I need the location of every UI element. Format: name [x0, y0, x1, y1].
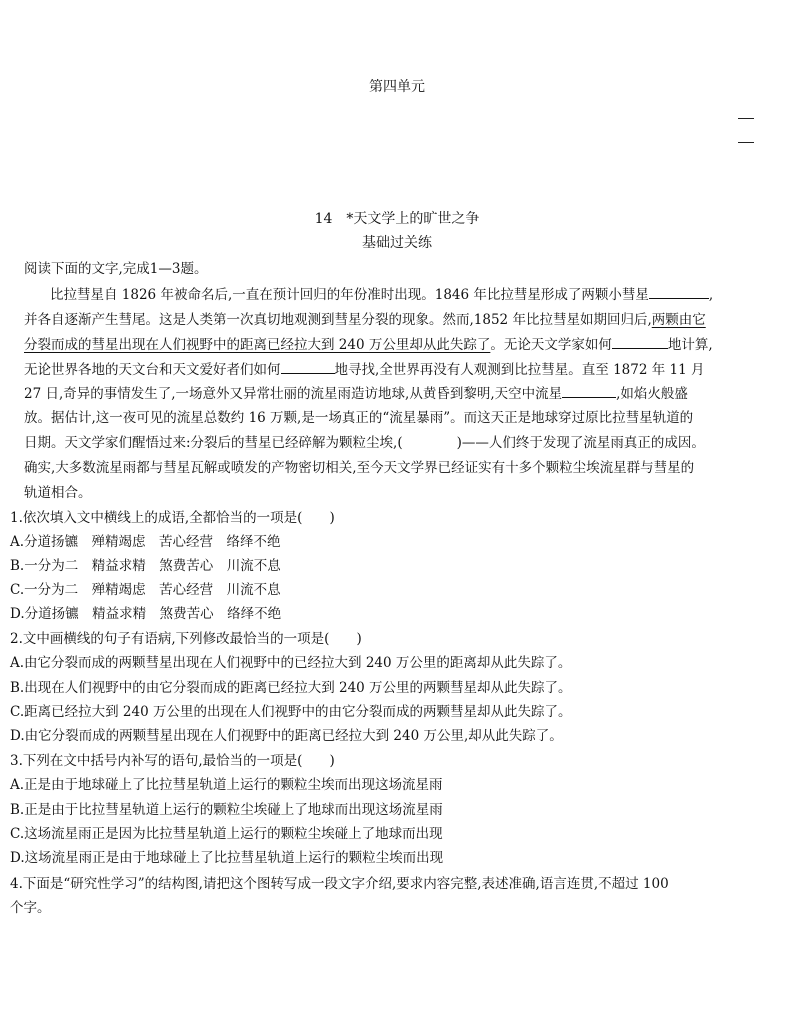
passage-line: 并各自逐渐产生彗尾。这是人类第一次真切地观测到彗星分裂的现象。然而,1852 年比拉彗星如期回归后,两颗由它: [24, 312, 706, 328]
blank-2[interactable]: [612, 335, 668, 349]
question-4-stem-cont: 个字。: [10, 900, 51, 916]
question-3-option-a[interactable]: A.正是由于地球碰上了比拉彗星轨道上运行的颗粒尘埃而出现这场流星雨: [10, 777, 443, 793]
passage-line: 27 日,奇异的事情发生了,一场意外又异常壮丽的流星雨造访地球,从黄昏到黎明,天空中流星 ,如焰火般盛: [24, 386, 688, 402]
blank-3[interactable]: [281, 360, 335, 374]
question-2-option-c[interactable]: C.距离已经拉大到 240 万公里的出现在人们视野中的由它分裂而成的两颗彗星却从此失踪了。: [10, 704, 572, 720]
passage-line: 轨道相合。: [24, 485, 92, 501]
section-title: 基础过关练: [362, 235, 432, 251]
question-1-option-c[interactable]: C.一分为二 殚精竭虑 苦心经营 川流不息: [10, 582, 281, 598]
question-1-option-d[interactable]: D.分道扬镳 精益求精 煞费苦心 络绎不绝: [10, 606, 282, 622]
passage-line: 无论世界各地的天文台和天文爱好者们如何 地寻找,全世界再没有人观测到比拉彗星。直至 1872 年 11 月: [24, 362, 705, 378]
passage-line: 比拉彗星自 1826 年被命名后,一直在预计回归的年份准时出现。1846 年比拉彗星形成了两颗小彗星 ,: [50, 287, 714, 303]
passage-line: 分裂而成的彗星出现在人们视野中的距离已经拉大到 240 万公里却从此失踪了。无论天文学家如何 地计算,: [24, 337, 713, 353]
passage-line: 放。据估计,这一夜可见的流星总数约 16 万颗,是一场真正的“流星暴雨”。而这天正是地球穿过原比拉彗星轨道的: [24, 410, 694, 426]
passage-line: 确实,大多数流星雨都与彗星瓦解或喷发的产物密切相关,至今天文学界已经证实有十多个颗粒尘埃流星群与彗星的: [24, 460, 695, 476]
question-3-stem: 3.下列在文中括号内补写的语句,最恰当的一项是( ): [10, 753, 335, 769]
unit-title: 第四单元: [369, 79, 425, 95]
margin-dash: [738, 118, 754, 119]
question-2-option-d[interactable]: D.由它分裂而成的两颗彗星出现在人们视野中的距离已经拉大到 240 万公里,却从此失踪了。: [10, 728, 563, 744]
margin-dash: [738, 142, 754, 143]
question-4-stem: 4.下面是“研究性学习”的结构图,请把这个图转写成一段文字介绍,要求内容完整,表述准确,语言连贯,不超过 100: [10, 876, 669, 892]
question-3-option-d[interactable]: D.这场流星雨正是由于地球碰上了比拉彗星轨道上运行的颗粒尘埃而出现: [10, 850, 444, 866]
underlined-sentence: 分裂而成的彗星出现在人们视野中的距离已经拉大到 240 万公里却从此失踪了: [24, 337, 491, 353]
passage-line: 日期。天文学家们醒悟过来:分裂后的彗星已经碎解为颗粒尘埃,( )——人们终于发现了流星雨真正的成因。: [24, 435, 705, 451]
question-1-option-a[interactable]: A.分道扬镳 殚精竭虑 苦心经营 络绎不绝: [10, 534, 281, 550]
question-2-option-a[interactable]: A.由它分裂而成的两颗彗星出现在人们视野中的已经拉大到 240 万公里的距离却从此失踪了。: [10, 655, 572, 671]
blank-1[interactable]: [649, 285, 709, 299]
question-2-option-b[interactable]: B.出现在人们视野中的由它分裂而成的距离已经拉大到 240 万公里的两颗彗星却从此失踪了。: [10, 680, 572, 696]
blank-4[interactable]: [562, 384, 616, 398]
underlined-sentence: 两颗由它: [651, 312, 706, 328]
reading-instruction: 阅读下面的文字,完成1—3题。: [24, 261, 208, 277]
lesson-title: 14 *天文学上的旷世之争: [314, 211, 480, 227]
question-3-option-b[interactable]: B.正是由于比拉彗星轨道上运行的颗粒尘埃碰上了地球而出现这场流星雨: [10, 802, 443, 818]
question-1-option-b[interactable]: B.一分为二 精益求精 煞费苦心 川流不息: [10, 558, 281, 574]
question-1-stem: 1.依次填入文中横线上的成语,全都恰当的一项是( ): [10, 510, 335, 526]
question-2-stem: 2.文中画横线的句子有语病,下列修改最恰当的一项是( ): [10, 631, 362, 647]
question-3-option-c[interactable]: C.这场流星雨正是因为比拉彗星轨道上运行的颗粒尘埃碰上了地球而出现: [10, 826, 443, 842]
